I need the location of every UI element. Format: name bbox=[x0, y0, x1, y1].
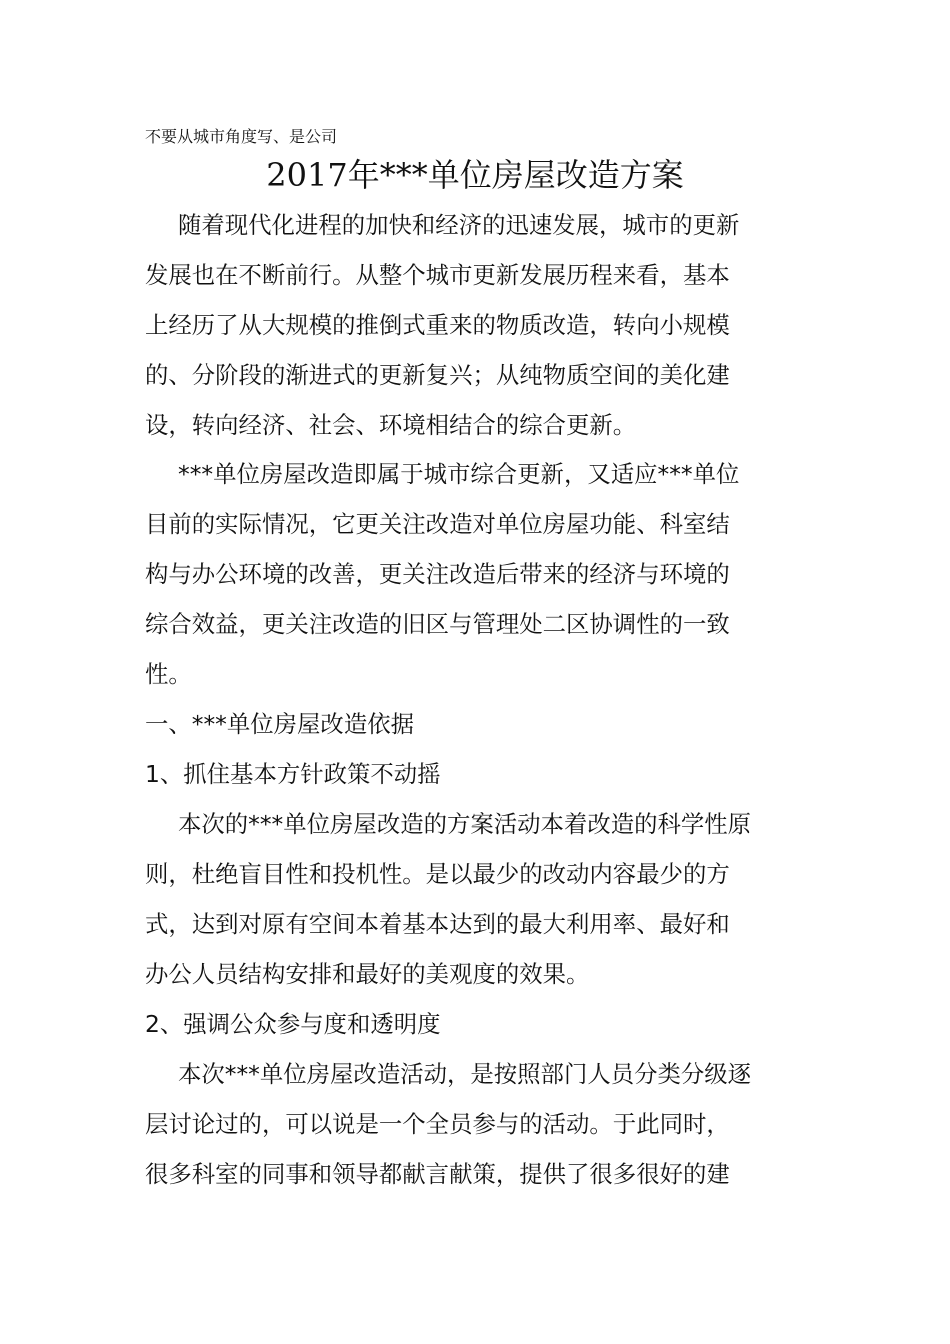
editor-note: 不要从城市角度写、是公司 bbox=[145, 127, 338, 146]
paragraph-line: 层讨论过的，可以说是一个全员参与的活动。于此同时， bbox=[145, 1110, 730, 1138]
line-segment: 它更关注改造对单位房屋功能、科室结 bbox=[332, 510, 730, 538]
paragraph-line: 则，杜绝盲目性和投机性。是以最少的改动内容最少的方 bbox=[145, 860, 730, 888]
paragraph-line: 办公人员结构安排和最好的美观度的效果。 bbox=[145, 960, 590, 988]
paragraph-line bbox=[178, 458, 739, 490]
paragraph-line: 性。 bbox=[145, 660, 192, 688]
paragraph-line: 本次的***单位房屋改造的方案活动本着改造的科学性原 bbox=[178, 810, 752, 838]
line-segment: 单位 bbox=[692, 460, 740, 488]
paragraph-line: 式，达到对原有空间本着基本达到的最大利用率、最好和 bbox=[145, 910, 730, 938]
subsection-heading: 1、抓住基本方针政策不动摇 bbox=[145, 760, 441, 788]
line-segment: ***单位房屋改造即属于城市综合更新，又适应*** bbox=[178, 460, 693, 488]
section-heading: 一、***单位房屋改造依据 bbox=[145, 710, 414, 738]
paragraph-line bbox=[145, 508, 730, 540]
paragraph-line: 本次***单位房屋改造活动，是按照部门人员分类分级逐 bbox=[178, 1060, 752, 1088]
subsection-heading: 2、强调公众参与度和透明度 bbox=[145, 1010, 441, 1038]
line-segment: 目前的实际情况， bbox=[145, 510, 333, 538]
paragraph-line: 发展也在不断前行。从整个城市更新发展历程来看，基本 bbox=[145, 261, 730, 289]
document-title: 2017年***单位房屋改造方案 bbox=[266, 156, 684, 194]
paragraph-line: 随着现代化进程的加快和经济的迅速发展，城市的更新 bbox=[178, 211, 740, 239]
paragraph-line: 的、分阶段的渐进式的更新复兴；从纯物质空间的美化建 bbox=[145, 361, 730, 389]
paragraph-line: 综合效益，更关注改造的旧区与管理处二区协调性的一致 bbox=[145, 610, 730, 638]
paragraph-line: 很多科室的同事和领导都献言献策，提供了很多很好的建 bbox=[145, 1160, 730, 1188]
paragraph-line: 构与办公环境的改善，更关注改造后带来的经济与环境的 bbox=[145, 560, 730, 588]
paragraph-line: 上经历了从大规模的推倒式重来的物质改造，转向小规模 bbox=[145, 311, 730, 339]
paragraph-line: 设，转向经济、社会、环境相结合的综合更新。 bbox=[145, 411, 637, 439]
